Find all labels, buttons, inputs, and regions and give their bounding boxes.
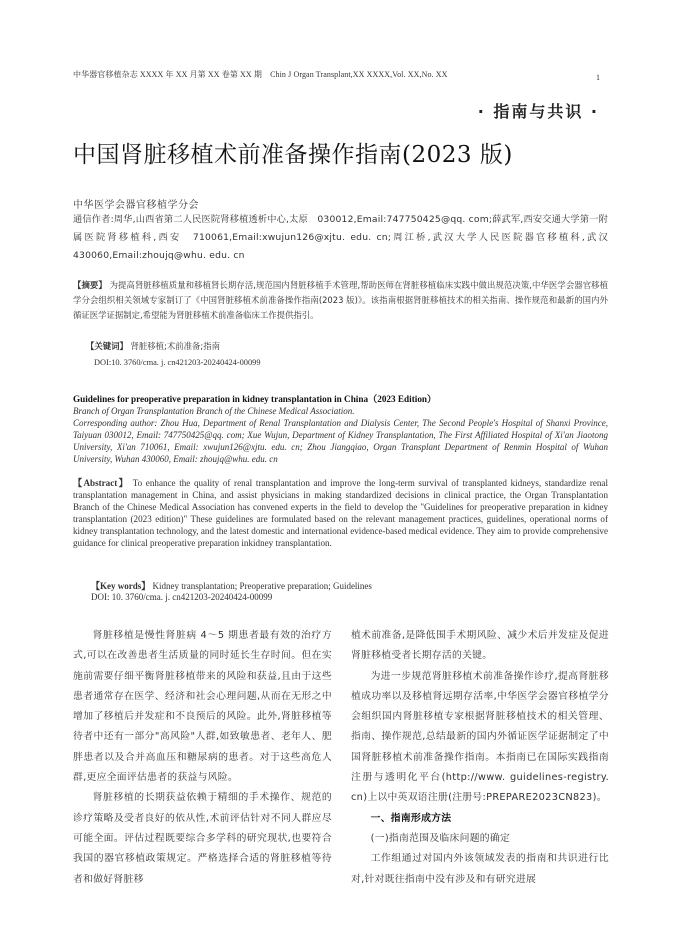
english-abstract-label: 【Abstract】	[73, 478, 130, 488]
chinese-doi: DOI:10. 3760/cma. j. cn421203-20240424-00099	[94, 358, 261, 367]
english-abstract-text: To enhance the quality of renal transplantation and improve the long-term survival of transplanted kidneys, standardize renal transplantation management in China, and assist physicians in making standardized decisions in clinical practice, the Organ Transplantation Branch of the Chinese Medical Association has convened experts in the field to develop the "Guidelines for preoperative preparation in kidney transplantation (2023 edition)" These guidelines are formulated based on the relevant management practices, guidelines, operational norms of kidney transplantation technology, and the latest domestic and international evidence-based medical evidence. They aim to provide comprehensive guidance for clinical preoperative preparation inkidney transplantation.	[73, 478, 608, 549]
author-group: 中华医学会器官移植学分会	[73, 200, 199, 211]
abstract-text: 为提高肾脏移植质量和移植肾长期存活,规范国内肾脏移植手术管理,帮助医师在肾脏移植临床实践中做出规范决策,中华医学会器官移植学分会组织相关领域专家制订了《中国肾脏移植术前准备操作指南(2023 版)》。该指南根据肾脏移植技术的相关指南、操作规范和最新的国内外循证医学证据制定,希望能为肾脏移植术前准备临床工作提供指引。	[73, 280, 609, 320]
english-author-branch: Branch of Organ Transplantation Branch of the Chinese Medical Association.	[73, 406, 355, 416]
subsection-heading: (一)指南范围及临床问题的确定	[370, 832, 511, 844]
body-column-right	[351, 626, 609, 890]
correspondence-info: 通信作者:周华,山西省第二人民医院肾移植透析中心,太原 030012,Email:747750425@qq. com;薛武军,西安交通大学第一附属医院肾移植科,西安 710061,Email:xwujun126@xjtu. edu. cn;周江桥,武汉大学人民医院器官移植科,武汉 430060,Email:zhoujq@whu. edu. cn	[73, 214, 618, 261]
english-title: Guidelines for preoperative preparation in kidney transplantation in China（2023 Edition）	[73, 394, 437, 404]
column-label: · 指南与共识 ·	[477, 102, 599, 121]
english-doi: DOI: 10. 3760/cma. j. cn421203-20240424-00099	[91, 592, 273, 602]
english-correspondence: Corresponding author: Zhou Hua, Department of Renal Transplantation and Dialysis Center, The Second People's Hospital of Shanxi Province, Taiyuan 030012, Email: 747750425@qq. com; Xue Wujun, Department of Kidney Transplantation, The First Affiliated Hospital of Xi'an Jiaotong University, Xi'an 710061, Email: xwujun126@xjtu. edu. cn; Zhou Jiangqiao, Organ Transplant Department of Renmin Hospital of Wuhan University, Wuhan 430060, Email: zhoujq@whu. edu. cn	[73, 418, 608, 464]
paragraph: 肾脏移植是慢性肾脏病 4～5 期患者最有效的治疗方式,可以在改善患者生活质量的同时延长生存时间。但在实施前需要仔细平衡肾脏移植带来的风险和获益,且由于这些患者通常存在医学、经济和社会心理问题,从而在无形之中增加了移植后并发症和不良预后的风险。此外,肾脏移植等待者中还有一部分"高风险"人群,如致敏患者、老年人、肥胖患者以及合并高血压和糖尿病的患者。对于这些高危人群,更应全面评估患者的获益与风险。	[73, 630, 332, 784]
abstract-label: 【摘要】	[73, 280, 107, 290]
english-keywords-label: 【Key words】	[91, 581, 151, 591]
english-abstract	[73, 477, 608, 550]
paragraph: 为进一步规范肾脏移植术前准备操作诊疗,提高肾脏移植成功率以及移植肾远期存活率,中华医学会器官移植学分会组织国内肾脏移植专家根据肾脏移植技术的相关管理、指南、操作规范,总结最新的国内外循证医学证据制定了中国肾脏移植术前准备操作指南。本指南已在国际实践指南注册与透明化平台(http://www. guidelines-registry. cn)上以中英双语注册(注册号:PREPARE2023CN823)。	[351, 670, 609, 804]
page-number: 1	[596, 73, 600, 82]
keywords-text: 肾脏移植;术前准备;指南	[130, 341, 220, 351]
article-title: 中国肾脏移植术前准备操作指南(2023 版)	[73, 142, 513, 168]
running-head: 中华器官移植杂志 XXXX 年 XX 月第 XX 卷第 XX 期 Chin J Organ Transplant,XX XXXX,Vol. XX,No. XX	[73, 70, 448, 79]
english-keywords-text: Kidney transplantation; Preoperative preparation; Guidelines	[152, 581, 372, 591]
keywords-label: 【关键词】	[86, 341, 128, 351]
chinese-abstract	[73, 278, 608, 323]
body-column-left	[73, 626, 332, 890]
paragraph: 肾脏移植的长期获益依赖于精细的手术操作、规范的诊疗策略及受者良好的依从性,术前评估针对不同人群应尽可能全面。评估过程既要综合多学科的研究现状,也要符合我国的器官移植政策规定。严格选择合适的肾脏移植等待者和做好肾脏移	[73, 792, 332, 885]
chinese-keywords	[86, 340, 220, 352]
english-keywords	[91, 579, 372, 592]
paragraph: 工作组通过对国内外该领域发表的指南和共识进行比对,针对既往指南中没有涉及和有研究进展	[351, 853, 609, 885]
section-heading: 一、指南形成方法	[370, 812, 452, 824]
paragraph: 植术前准备,是降低围手术期风险、减少术后并发症及促进肾脏移植受者长期存活的关键。	[351, 630, 609, 662]
